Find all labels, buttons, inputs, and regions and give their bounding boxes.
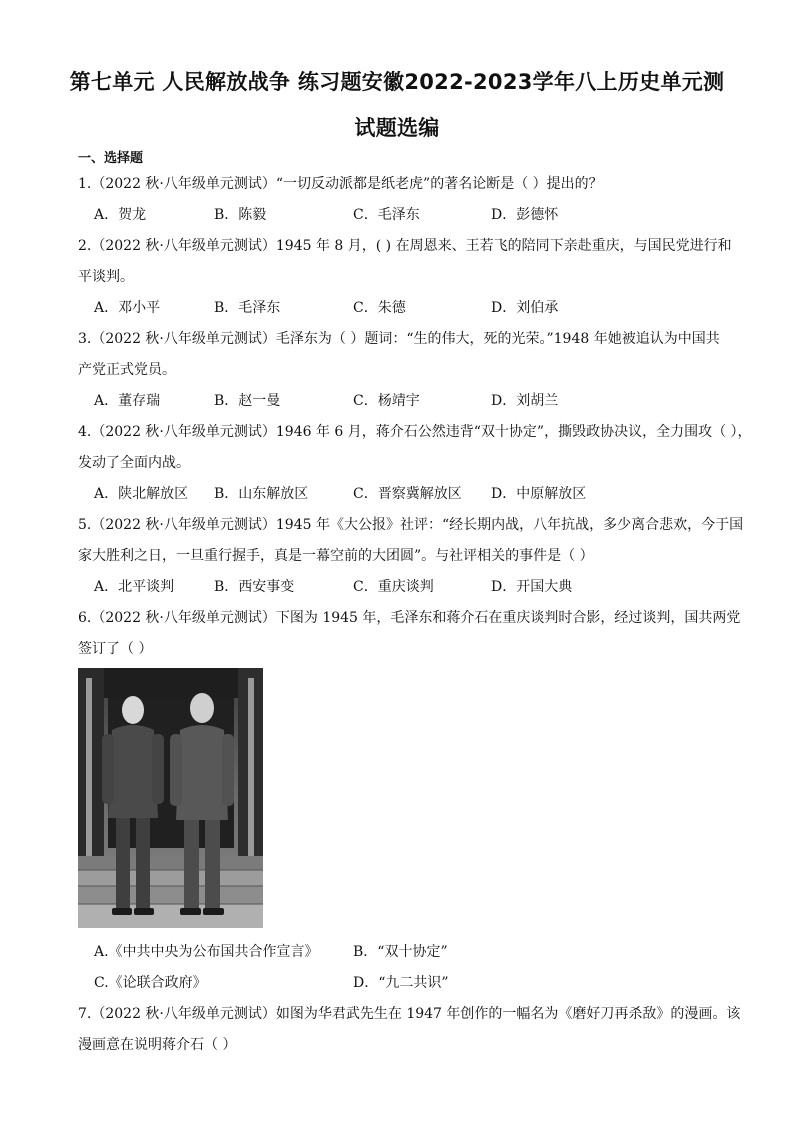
option-a[interactable]: A．邓小平: [94, 300, 161, 316]
option-c[interactable]: C．毛泽东: [353, 207, 420, 223]
question-6-options-row-1: [94, 941, 734, 961]
option-b[interactable]: B．“双十协定”: [353, 944, 448, 960]
option-d[interactable]: D．中原解放区: [491, 486, 587, 502]
question-7-text-cont: 漫画意在说明蒋介石（ ）: [78, 1037, 237, 1053]
question-4-text-cont: 发动了全面内战。: [78, 455, 190, 471]
question-2-text-cont: 平谈判。: [78, 269, 134, 285]
question-1-text: 1.（2022 秋·八年级单元测试）“一切反动派都是纸老虎”的著名论断是（ ）提出的？: [78, 176, 603, 192]
option-d[interactable]: D．彭德怀: [491, 207, 559, 223]
option-c[interactable]: C．杨靖宇: [353, 393, 420, 409]
option-d[interactable]: D．刘胡兰: [491, 393, 559, 409]
option-d[interactable]: D．刘伯承: [491, 300, 559, 316]
question-6-text: 6.（2022 秋·八年级单元测试）下图为 1945 年，毛泽东和蒋介石在重庆谈判时合影，经过谈判，国共两党: [78, 610, 741, 626]
question-2-text: 2.（2022 秋·八年级单元测试）1945 年 8 月，( ) 在周恩来、王若飞的陪同下亲赴重庆，与国民党进行和: [78, 238, 732, 254]
question-5-options: [94, 576, 734, 596]
option-a[interactable]: A．陕北解放区: [94, 486, 189, 502]
option-a[interactable]: A．贺龙: [94, 207, 147, 223]
question-7-text: 7.（2022 秋·八年级单元测试）如图为华君武先生在 1947 年创作的一幅名为《磨好刀再杀敌》的漫画。该: [78, 1006, 741, 1022]
option-a[interactable]: A．北平谈判: [94, 579, 175, 595]
question-1-options: [94, 204, 734, 224]
question-6-text-cont: 签订了（ ）: [78, 641, 153, 657]
document-title-line-2: 试题选编: [354, 116, 440, 140]
question-3-text: 3.（2022 秋·八年级单元测试）毛泽东为（ ）题词：“生的伟大，死的光荣。”1948 年她被追认为中国共: [78, 331, 720, 347]
option-b[interactable]: B．赵一曼: [214, 393, 281, 409]
option-b[interactable]: B．山东解放区: [214, 486, 309, 502]
option-b[interactable]: B．西安事变: [214, 579, 295, 595]
question-3-options: [94, 390, 734, 410]
question-5-text-cont: 家大胜利之日，一旦重行握手，真是一幕空前的大团圆”。与社评相关的事件是（ ）: [78, 548, 594, 564]
question-4-options: [94, 483, 734, 503]
document-title-line-1: 第七单元 人民解放战争 练习题安徽2022-2023学年八上历史单元测: [69, 70, 725, 94]
option-d[interactable]: D．“九二共识”: [353, 975, 449, 991]
option-c[interactable]: C．晋察冀解放区: [353, 486, 462, 502]
option-a[interactable]: A.《中共中央为公布国共合作宣言》: [94, 944, 319, 960]
question-6-options-row-2: [94, 972, 734, 992]
question-4-text: 4.（2022 秋·八年级单元测试）1946 年 6 月，蒋介石公然违背“双十协定”，撕毁政协决议，全力围攻（ ），: [78, 424, 752, 440]
option-c[interactable]: C．重庆谈判: [353, 579, 434, 595]
option-b[interactable]: B．毛泽东: [214, 300, 281, 316]
question-3-text-cont: 产党正式党员。: [78, 362, 176, 378]
option-c[interactable]: C.《论联合政府》: [94, 975, 207, 991]
question-2-options: [94, 297, 734, 317]
option-c[interactable]: C．朱德: [353, 300, 406, 316]
photo-two-men-standing: [78, 668, 263, 928]
option-a[interactable]: A．董存瑞: [94, 393, 161, 409]
section-heading: 一、选择题: [78, 151, 144, 166]
question-5-text: 5.（2022 秋·八年级单元测试）1945 年《大公报》社评：“经长期内战，八年抗战，多少离合悲欢，今于国: [78, 517, 744, 533]
historical-photo: [78, 668, 263, 928]
option-d[interactable]: D．开国大典: [491, 579, 573, 595]
option-b[interactable]: B．陈毅: [214, 207, 267, 223]
